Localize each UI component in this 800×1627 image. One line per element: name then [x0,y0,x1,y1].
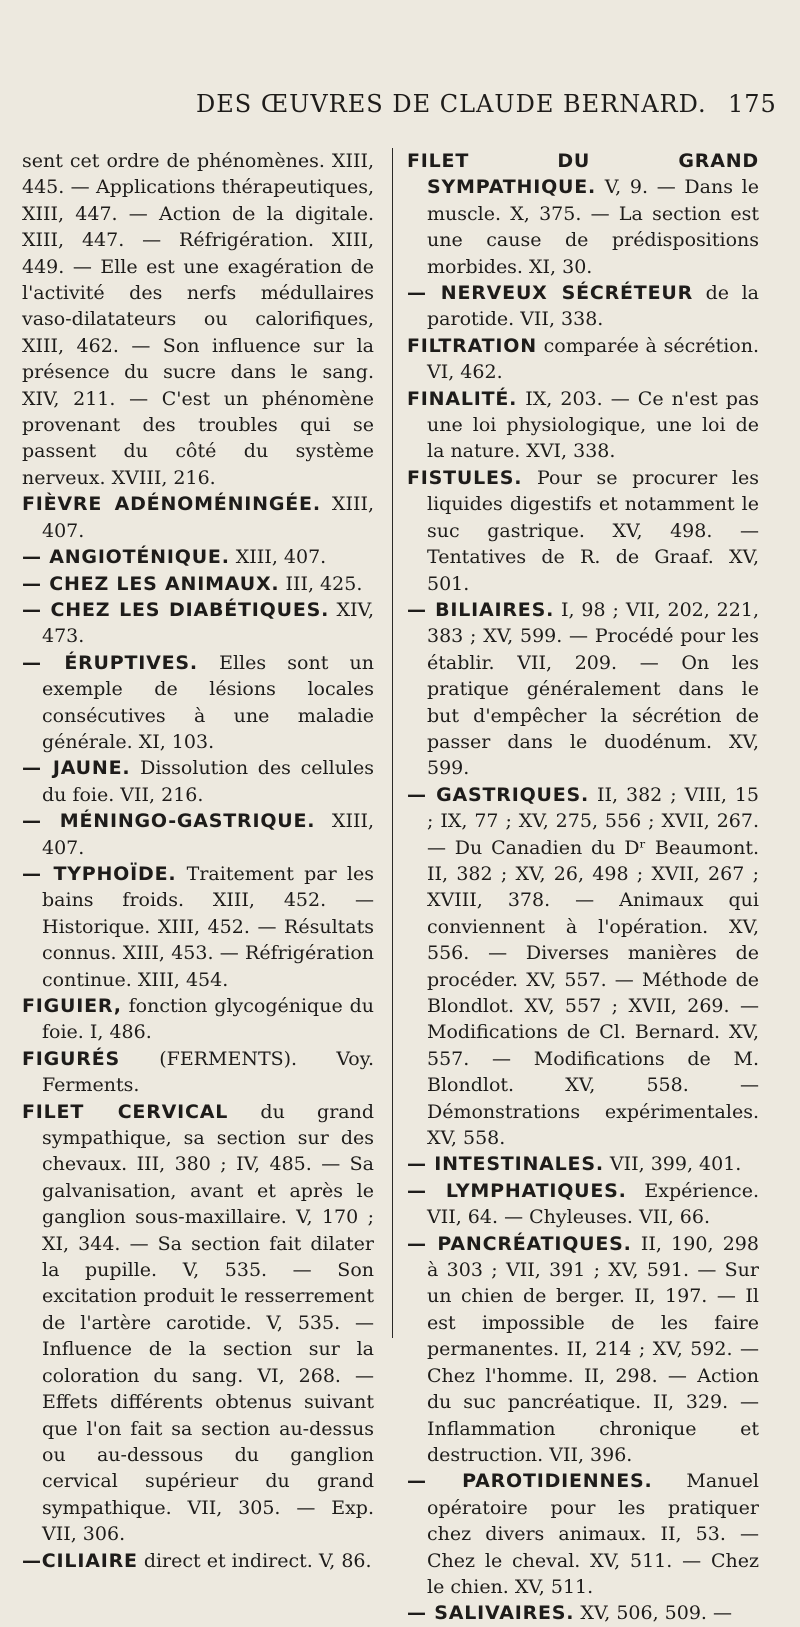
entry-heading: — SALIVAIRES. [407,1602,575,1625]
entry-heading: —CILIAIRE [22,1549,138,1572]
entry-heading: FILTRATION [407,334,537,357]
entry-text: direct et indirect. V, 86. [137,1549,372,1572]
index-entry [407,148,759,280]
entry-heading: — ANGIOTÉNIQUE. [22,546,230,569]
index-entry [22,491,374,544]
entry-heading: — GASTRIQUES. [407,783,590,806]
entry-text: XIII, 407. [42,810,374,859]
entry-heading: — PAROTIDIENNES. [407,1470,653,1493]
index-entry [407,1231,759,1469]
entry-text: Elles sont un exemple de lésions locales consécutives à une maladie générale. XI, 103. [42,651,375,753]
entry-text: Pour se procurer les liquides digestifs et notamment le suc gastrique. XV, 498. — Tentatives de R. de Graaf. XV, 501. [427,466,759,595]
entry-heading: — NERVEUX SÉCRÉTEUR [407,282,694,305]
index-entry [407,597,759,782]
entry-text: III, 425. [279,572,363,595]
entry-text: Dissolution des cellules du foie. VII, 216. [42,757,374,806]
column-divider [392,148,393,1338]
entry-text: fonction glycogénique du foie. I, 486. [42,995,374,1044]
right-column [407,148,759,1627]
entry-heading: FISTULES. [407,466,523,489]
index-entry [22,1046,374,1099]
entry-heading: FILET CERVICAL [22,1100,229,1123]
entry-heading: — TYPHOÏDE. [22,862,177,885]
index-entry [22,808,374,861]
page-number: 175 [728,90,777,118]
entry-heading: — JAUNE. [22,757,131,780]
entry-text: V, 9. — Dans le muscle. X, 375. — La section est une cause de prédispositions morbides. XI, 30. [427,176,759,278]
index-entry [22,597,374,650]
entry-text: de la parotide. VII, 338. [427,282,759,331]
entry-heading: — BILIAIRES. [407,598,555,621]
index-entry [22,861,374,993]
index-entry [22,755,374,808]
entry-text: II, 382 ; VIII, 15 ; IX, 77 ; XV, 275, 556 ; XVII, 267. — Du Canadien du Dʳ Beaumont. II, 382 ; XV, 26, 498 ; XVII, 267 ; XVIII, 378. — Animaux qui conviennent à l'opération. XV, 556. — Diverses manières de procéder. XV, 557. — Méthode de Blondlot. XV, 557 ; XVII, 269. — Modifications de Cl. Bernard. XV, 557. — Modifications de M. Blondlot. XV, 558. — Démonstrations expérimentales. XV, 558. [427,783,759,1150]
index-entry [407,782,759,1152]
entry-text: Traitement par les bains froids. XIII, 452. — Historique. XIII, 452. — Résultats connus. XIII, 453. — Réfrigération continue. XIII, 454. [42,862,375,991]
entry-heading: FINALITÉ. [407,387,518,410]
running-header [0,90,800,130]
entry-heading: FIÈVRE ADÉNOMÉNINGÉE. [22,493,321,516]
entry-heading: — PANCRÉATIQUES. [407,1232,632,1255]
index-entry [407,1178,759,1231]
running-title: DES ŒUVRES DE CLAUDE BERNARD. [196,90,707,118]
index-entry [22,571,374,597]
entry-heading: — MÉNINGO-GASTRIQUE. [22,810,316,833]
entry-text: Manuel opératoire pour les pratiquer chez divers animaux. II, 53. — Chez le cheval. XV, 511. — Chez le chien. XV, 511. [427,1470,759,1598]
entry-text: comparée à sécrétion. VI, 462. [427,334,759,384]
index-entry [22,993,374,1046]
entry-text: sent cet ordre de phénomènes. XIII, 445. — Applications thérapeutiques, XIII, 447. — Action de la digitale. XIII, 447. — Réfrigération. XIII, 449. — Elle est une exagération de l'activité des nerfs médullaires vaso-dilatateurs ou calorifiques, XIII, 462. — Son influence sur la présence du sucre dans le sang. XIV, 211. — C'est un phénomène provenant des troubles qui se passent du côté du système nerveux. XVIII, 216. [22,150,374,489]
entry-text: I, 98 ; VII, 202, 221, 383 ; XV, 599. — Procédé pour les établir. VII, 209. — On les pratique généralement dans le but d'empêcher la sécrétion de passer dans le duodénum. XV, 599. [427,598,759,780]
index-entry [22,1099,374,1548]
index-entry [407,1468,759,1600]
entry-text: II, 190, 298 à 303 ; VII, 391 ; XV, 591. — Sur un chien de berger. II, 197. — Il est impossible de les faire permanentes. II, 214 ; XV, 592. — Chez l'homme. II, 298. — Action du suc pancréatique. II, 329. — Inflammation chronique et destruction. VII, 396. [427,1232,759,1466]
entry-heading: FIGUIER, [22,995,122,1017]
index-entry [22,148,374,491]
index-entry [407,1151,759,1177]
entry-heading: FIGURÉS [22,1047,120,1070]
entry-text: Expérience. VII, 64. — Chyleuses. VII, 66. [427,1179,759,1229]
entry-text: XV, 506, 509. — [574,1602,733,1625]
entry-heading: — ÉRUPTIVES. [22,651,198,674]
left-column [22,148,374,1574]
entry-text: XIII, 407. [229,546,327,569]
entry-text: IX, 203. — Ce n'est pas une loi physiologique, une loi de la nature. XVI, 338. [427,387,759,463]
entry-text: XIV, 473. [42,598,374,648]
entry-heading: — LYMPHATIQUES. [407,1179,627,1202]
entry-text: du grand sympathique, sa section sur des chevaux. III, 380 ; IV, 485. — Sa galvanisation, avant et après le ganglion sous-maxillaire. V, 170 ; XI, 344. — Sa section fait dilater la pupille. V, 535. — Son excitation produit le resserrement de l'artère carotide. V, 535. — Influence de la section sur la coloration du sang. VI, 268. — Effets différents obtenus suivant que l'on fait sa section au-dessus ou au-dessous du ganglion cervical supérieur du grand sympathique. VII, 305. — Exp. VII, 306. [42,1100,375,1546]
entry-heading: — CHEZ LES ANIMAUX. [22,572,280,595]
entry-heading: — INTESTINALES. [407,1153,604,1176]
index-entry [22,650,374,756]
index-entry [407,333,759,386]
index-entry [407,465,759,597]
index-entry [22,544,374,570]
index-entry [407,386,759,465]
entry-text: XIII, 407. [42,493,375,542]
entry-text: VII, 399, 401. [603,1153,742,1176]
index-entry [407,1600,759,1626]
index-entry [22,1548,374,1574]
entry-text: (FERMENTS). Voy. Ferments. [42,1047,374,1097]
index-entry [407,280,759,333]
entry-heading: — CHEZ LES DIABÉTIQUES. [22,598,330,621]
entry-heading: FILET DU GRAND SYMPATHIQUE. [407,150,759,199]
